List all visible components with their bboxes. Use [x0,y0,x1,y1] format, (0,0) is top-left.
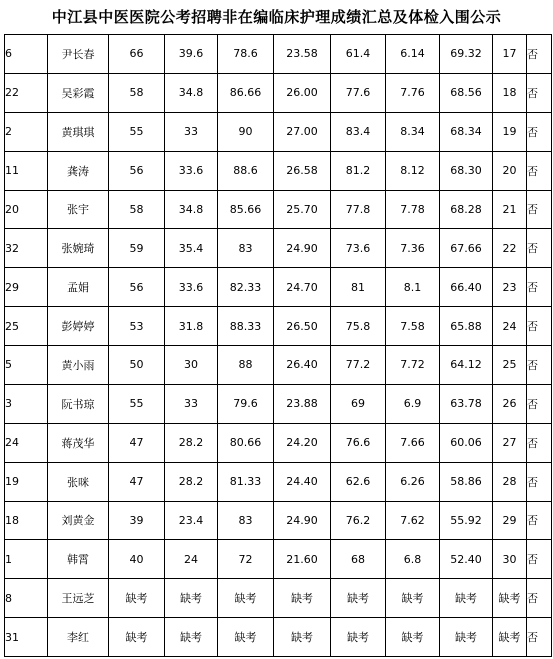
cell-practical-score: 80.66 [218,423,274,462]
cell-written-score: 59 [109,229,165,268]
cell-shortlist-status: 否 [527,151,552,190]
cell-rank: 17 [493,35,527,74]
cell-candidate-name: 张宇 [48,190,109,229]
results-table [4,34,552,657]
cell-written-score: 39 [109,501,165,540]
cell-interview-score: 61.4 [331,35,386,74]
cell-interview-weighted: 6.9 [386,384,440,423]
cell-total-score: 69.32 [440,35,493,74]
table-row [5,346,552,385]
cell-practical-score: 72 [218,540,274,579]
cell-practical-score: 83 [218,501,274,540]
cell-written-score: 缺考 [109,618,165,657]
cell-written-score: 56 [109,268,165,307]
cell-interview-weighted: 7.62 [386,501,440,540]
cell-written-weighted: 34.8 [165,190,218,229]
cell-written-score: 47 [109,423,165,462]
cell-candidate-number: 8 [5,579,48,618]
cell-shortlist-status: 否 [527,579,552,618]
cell-rank: 24 [493,307,527,346]
cell-total-score: 68.28 [440,190,493,229]
cell-candidate-name: 蒋茂华 [48,423,109,462]
cell-shortlist-status: 否 [527,384,552,423]
cell-candidate-number: 3 [5,384,48,423]
cell-shortlist-status: 否 [527,618,552,657]
cell-total-score: 缺考 [440,618,493,657]
cell-practical-weighted: 24.40 [274,462,331,501]
cell-written-weighted: 34.8 [165,73,218,112]
cell-interview-weighted: 8.1 [386,268,440,307]
cell-shortlist-status: 否 [527,501,552,540]
cell-candidate-name: 王远芝 [48,579,109,618]
cell-candidate-number: 32 [5,229,48,268]
cell-written-score: 40 [109,540,165,579]
cell-practical-weighted: 24.20 [274,423,331,462]
cell-interview-weighted: 8.12 [386,151,440,190]
table-row [5,423,552,462]
cell-written-weighted: 28.2 [165,462,218,501]
cell-practical-weighted: 23.58 [274,35,331,74]
cell-total-score: 68.30 [440,151,493,190]
cell-candidate-name: 黄小雨 [48,346,109,385]
cell-rank: 19 [493,112,527,151]
cell-interview-weighted: 6.26 [386,462,440,501]
cell-shortlist-status: 否 [527,540,552,579]
cell-practical-weighted: 24.70 [274,268,331,307]
cell-shortlist-status: 否 [527,462,552,501]
cell-written-weighted: 缺考 [165,579,218,618]
cell-written-score: 56 [109,151,165,190]
cell-written-weighted: 33.6 [165,151,218,190]
table-row [5,501,552,540]
table-row [5,151,552,190]
cell-candidate-name: 尹长春 [48,35,109,74]
cell-written-weighted: 35.4 [165,229,218,268]
cell-rank: 23 [493,268,527,307]
cell-rank: 28 [493,462,527,501]
cell-practical-score: 86.66 [218,73,274,112]
cell-written-weighted: 30 [165,346,218,385]
cell-candidate-name: 龚涛 [48,151,109,190]
cell-practical-weighted: 23.88 [274,384,331,423]
cell-practical-weighted: 26.50 [274,307,331,346]
cell-written-score: 58 [109,190,165,229]
cell-candidate-number: 22 [5,73,48,112]
cell-total-score: 68.34 [440,112,493,151]
cell-written-weighted: 33 [165,384,218,423]
cell-interview-score: 81 [331,268,386,307]
cell-written-score: 53 [109,307,165,346]
cell-interview-weighted: 7.66 [386,423,440,462]
cell-practical-weighted: 24.90 [274,229,331,268]
table-row [5,307,552,346]
cell-interview-weighted: 6.8 [386,540,440,579]
cell-interview-score: 缺考 [331,618,386,657]
cell-rank: 25 [493,346,527,385]
cell-written-weighted: 24 [165,540,218,579]
cell-rank: 27 [493,423,527,462]
cell-total-score: 60.06 [440,423,493,462]
cell-practical-score: 88 [218,346,274,385]
cell-interview-score: 69 [331,384,386,423]
cell-practical-weighted: 24.90 [274,501,331,540]
cell-written-score: 缺考 [109,579,165,618]
cell-interview-score: 77.6 [331,73,386,112]
cell-interview-weighted: 7.36 [386,229,440,268]
cell-written-weighted: 33 [165,112,218,151]
cell-candidate-name: 阮书琼 [48,384,109,423]
cell-candidate-name: 李红 [48,618,109,657]
cell-shortlist-status: 否 [527,229,552,268]
cell-practical-score: 88.33 [218,307,274,346]
cell-written-weighted: 39.6 [165,35,218,74]
cell-rank: 20 [493,151,527,190]
cell-candidate-number: 24 [5,423,48,462]
cell-interview-score: 68 [331,540,386,579]
cell-shortlist-status: 否 [527,190,552,229]
cell-shortlist-status: 否 [527,423,552,462]
cell-interview-score: 77.2 [331,346,386,385]
table-row [5,462,552,501]
cell-practical-score: 88.6 [218,151,274,190]
cell-candidate-name: 吴彩霞 [48,73,109,112]
cell-candidate-number: 11 [5,151,48,190]
cell-interview-weighted: 7.78 [386,190,440,229]
cell-written-weighted: 缺考 [165,618,218,657]
cell-candidate-number: 25 [5,307,48,346]
cell-candidate-name: 彭婷婷 [48,307,109,346]
cell-candidate-number: 31 [5,618,48,657]
cell-total-score: 64.12 [440,346,493,385]
cell-candidate-name: 刘黄金 [48,501,109,540]
cell-written-weighted: 28.2 [165,423,218,462]
cell-practical-score: 90 [218,112,274,151]
cell-total-score: 58.86 [440,462,493,501]
cell-written-score: 50 [109,346,165,385]
cell-candidate-number: 18 [5,501,48,540]
cell-rank: 26 [493,384,527,423]
cell-candidate-name: 韩霄 [48,540,109,579]
cell-total-score: 52.40 [440,540,493,579]
cell-rank: 22 [493,229,527,268]
cell-written-score: 55 [109,112,165,151]
cell-interview-score: 76.6 [331,423,386,462]
cell-practical-score: 78.6 [218,35,274,74]
table-row [5,268,552,307]
cell-practical-score: 85.66 [218,190,274,229]
cell-interview-score: 83.4 [331,112,386,151]
cell-interview-score: 76.2 [331,501,386,540]
cell-shortlist-status: 否 [527,268,552,307]
cell-total-score: 55.92 [440,501,493,540]
cell-candidate-number: 20 [5,190,48,229]
cell-rank: 30 [493,540,527,579]
cell-total-score: 缺考 [440,579,493,618]
cell-candidate-name: 张婉琦 [48,229,109,268]
cell-rank: 缺考 [493,579,527,618]
cell-candidate-name: 黄琪琪 [48,112,109,151]
cell-shortlist-status: 否 [527,307,552,346]
cell-written-score: 66 [109,35,165,74]
cell-interview-weighted: 7.72 [386,346,440,385]
cell-practical-weighted: 26.00 [274,73,331,112]
cell-interview-weighted: 7.58 [386,307,440,346]
table-row [5,190,552,229]
cell-practical-score: 缺考 [218,579,274,618]
cell-interview-score: 73.6 [331,229,386,268]
cell-total-score: 67.66 [440,229,493,268]
cell-interview-score: 62.6 [331,462,386,501]
cell-interview-score: 缺考 [331,579,386,618]
cell-practical-score: 82.33 [218,268,274,307]
table-row [5,35,552,74]
cell-candidate-number: 29 [5,268,48,307]
cell-total-score: 68.56 [440,73,493,112]
cell-interview-weighted: 缺考 [386,618,440,657]
cell-practical-score: 83 [218,229,274,268]
table-row [5,618,552,657]
cell-total-score: 66.40 [440,268,493,307]
cell-shortlist-status: 否 [527,346,552,385]
cell-candidate-number: 19 [5,462,48,501]
cell-practical-score: 81.33 [218,462,274,501]
table-row [5,579,552,618]
cell-rank: 21 [493,190,527,229]
table-row [5,384,552,423]
cell-written-score: 47 [109,462,165,501]
cell-practical-weighted: 缺考 [274,618,331,657]
cell-written-weighted: 31.8 [165,307,218,346]
cell-rank: 29 [493,501,527,540]
cell-candidate-number: 1 [5,540,48,579]
cell-practical-weighted: 缺考 [274,579,331,618]
cell-interview-score: 75.8 [331,307,386,346]
cell-shortlist-status: 否 [527,73,552,112]
cell-total-score: 65.88 [440,307,493,346]
page-title: 中江县中医医院公考招聘非在编临床护理成绩汇总及体检入围公示 [51,8,502,26]
cell-interview-weighted: 8.34 [386,112,440,151]
cell-practical-score: 缺考 [218,618,274,657]
cell-rank: 缺考 [493,618,527,657]
cell-written-weighted: 33.6 [165,268,218,307]
table-row [5,112,552,151]
cell-written-score: 58 [109,73,165,112]
cell-shortlist-status: 否 [527,112,552,151]
cell-written-score: 55 [109,384,165,423]
cell-practical-weighted: 21.60 [274,540,331,579]
cell-practical-score: 79.6 [218,384,274,423]
cell-rank: 18 [493,73,527,112]
cell-practical-weighted: 26.40 [274,346,331,385]
table-row [5,73,552,112]
table-row [5,540,552,579]
cell-interview-weighted: 6.14 [386,35,440,74]
cell-candidate-name: 孟娟 [48,268,109,307]
cell-practical-weighted: 26.58 [274,151,331,190]
cell-candidate-number: 5 [5,346,48,385]
cell-interview-weighted: 7.76 [386,73,440,112]
cell-candidate-name: 张咪 [48,462,109,501]
cell-candidate-number: 2 [5,112,48,151]
cell-interview-weighted: 缺考 [386,579,440,618]
cell-interview-score: 77.8 [331,190,386,229]
cell-practical-weighted: 25.70 [274,190,331,229]
cell-candidate-number: 6 [5,35,48,74]
cell-total-score: 63.78 [440,384,493,423]
cell-practical-weighted: 27.00 [274,112,331,151]
cell-shortlist-status: 否 [527,35,552,74]
cell-interview-score: 81.2 [331,151,386,190]
cell-written-weighted: 23.4 [165,501,218,540]
table-row [5,229,552,268]
